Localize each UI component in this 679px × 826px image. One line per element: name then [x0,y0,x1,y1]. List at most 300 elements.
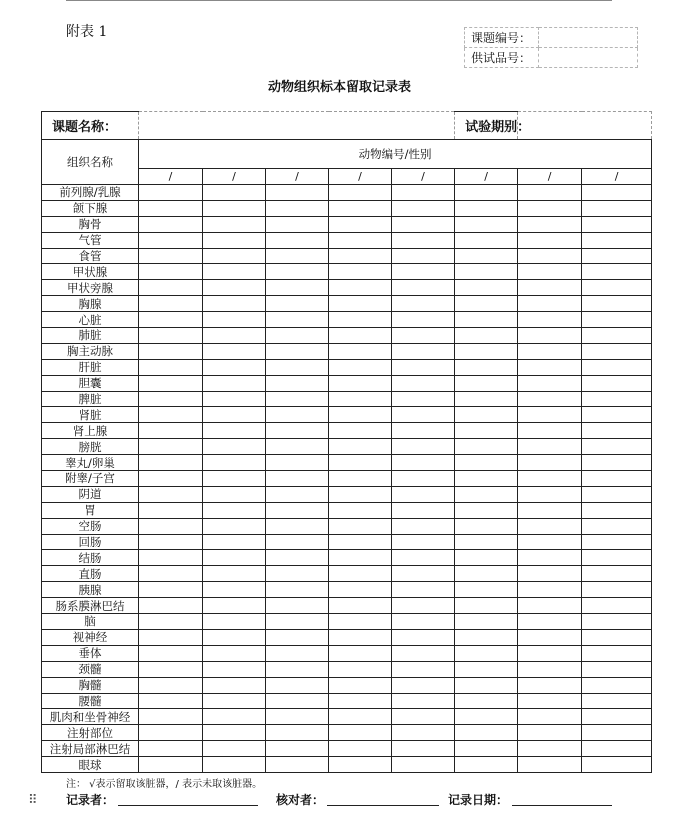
record-cell[interactable] [266,391,329,407]
record-cell[interactable] [455,391,518,407]
record-cell[interactable] [392,725,455,741]
record-cell[interactable] [518,455,582,471]
record-cell[interactable] [455,598,518,614]
record-cell[interactable] [266,216,329,232]
record-cell[interactable] [139,200,203,216]
record-cell[interactable] [203,741,266,757]
record-cell[interactable] [455,725,518,741]
record-cell[interactable] [329,471,392,487]
record-cell[interactable] [139,407,203,423]
record-cell[interactable] [582,407,652,423]
record-cell[interactable] [139,423,203,439]
record-cell[interactable] [329,264,392,280]
record-cell[interactable] [139,582,203,598]
record-cell[interactable] [582,725,652,741]
record-cell[interactable] [329,598,392,614]
record-cell[interactable] [392,582,455,598]
record-cell[interactable] [139,264,203,280]
record-cell[interactable] [266,661,329,677]
record-cell[interactable] [392,550,455,566]
record-cell[interactable] [455,614,518,630]
record-cell[interactable] [203,264,266,280]
test-period-field[interactable] [518,112,652,140]
record-cell[interactable] [518,709,582,725]
record-cell[interactable] [203,550,266,566]
record-cell[interactable] [582,709,652,725]
record-cell[interactable] [392,629,455,645]
record-cell[interactable] [518,486,582,502]
record-cell[interactable] [203,423,266,439]
record-cell[interactable] [203,645,266,661]
record-cell[interactable] [392,359,455,375]
record-cell[interactable] [582,439,652,455]
record-cell[interactable] [455,471,518,487]
record-cell[interactable] [139,741,203,757]
record-cell[interactable] [203,312,266,328]
record-cell[interactable] [518,232,582,248]
record-cell[interactable] [203,725,266,741]
record-cell[interactable] [518,661,582,677]
record-cell[interactable] [582,486,652,502]
record-cell[interactable] [582,598,652,614]
record-cell[interactable] [139,550,203,566]
record-cell[interactable] [139,693,203,709]
record-cell[interactable] [266,582,329,598]
animal-slot[interactable]: / [582,169,652,185]
record-cell[interactable] [518,598,582,614]
record-cell[interactable] [266,185,329,201]
record-cell[interactable] [455,486,518,502]
record-cell[interactable] [455,216,518,232]
record-cell[interactable] [392,216,455,232]
record-cell[interactable] [582,661,652,677]
record-cell[interactable] [139,614,203,630]
record-cell[interactable] [266,566,329,582]
record-cell[interactable] [455,264,518,280]
record-cell[interactable] [392,566,455,582]
record-cell[interactable] [266,200,329,216]
record-cell[interactable] [329,550,392,566]
record-cell[interactable] [455,375,518,391]
record-cell[interactable] [139,312,203,328]
record-cell[interactable] [329,248,392,264]
record-cell[interactable] [582,534,652,550]
record-cell[interactable] [329,614,392,630]
record-cell[interactable] [139,280,203,296]
record-cell[interactable] [266,598,329,614]
record-cell[interactable] [139,757,203,773]
record-cell[interactable] [582,328,652,344]
record-cell[interactable] [203,614,266,630]
record-cell[interactable] [582,677,652,693]
record-cell[interactable] [518,407,582,423]
record-cell[interactable] [329,629,392,645]
record-cell[interactable] [139,677,203,693]
record-cell[interactable] [203,486,266,502]
record-cell[interactable] [392,296,455,312]
record-cell[interactable] [329,693,392,709]
record-cell[interactable] [392,185,455,201]
record-cell[interactable] [582,693,652,709]
record-cell[interactable] [582,312,652,328]
record-cell[interactable] [455,343,518,359]
record-cell[interactable] [139,185,203,201]
record-cell[interactable] [582,296,652,312]
record-cell[interactable] [582,375,652,391]
record-cell[interactable] [455,280,518,296]
record-cell[interactable] [518,280,582,296]
record-cell[interactable] [139,661,203,677]
record-cell[interactable] [455,709,518,725]
record-cell[interactable] [329,502,392,518]
record-cell[interactable] [266,614,329,630]
record-cell[interactable] [582,248,652,264]
record-cell[interactable] [518,566,582,582]
record-cell[interactable] [266,725,329,741]
record-cell[interactable] [518,550,582,566]
record-cell[interactable] [518,200,582,216]
record-cell[interactable] [266,455,329,471]
record-cell[interactable] [518,534,582,550]
record-cell[interactable] [203,757,266,773]
record-cell[interactable] [329,757,392,773]
record-cell[interactable] [455,693,518,709]
record-cell[interactable] [266,375,329,391]
record-cell[interactable] [203,677,266,693]
record-cell[interactable] [139,328,203,344]
record-cell[interactable] [266,502,329,518]
record-cell[interactable] [582,471,652,487]
record-cell[interactable] [455,645,518,661]
record-cell[interactable] [266,296,329,312]
record-cell[interactable] [139,439,203,455]
record-cell[interactable] [455,232,518,248]
record-cell[interactable] [139,471,203,487]
record-cell[interactable] [329,566,392,582]
record-cell[interactable] [582,232,652,248]
record-cell[interactable] [582,550,652,566]
record-cell[interactable] [139,709,203,725]
record-cell[interactable] [329,486,392,502]
record-cell[interactable] [266,407,329,423]
record-cell[interactable] [455,566,518,582]
record-cell[interactable] [139,232,203,248]
record-cell[interactable] [455,200,518,216]
record-cell[interactable] [518,518,582,534]
record-cell[interactable] [518,614,582,630]
record-cell[interactable] [266,328,329,344]
record-cell[interactable] [455,582,518,598]
record-cell[interactable] [582,645,652,661]
record-cell[interactable] [455,741,518,757]
record-cell[interactable] [203,407,266,423]
record-cell[interactable] [266,741,329,757]
record-cell[interactable] [329,661,392,677]
animal-slot[interactable]: / [329,169,392,185]
record-cell[interactable] [266,423,329,439]
record-cell[interactable] [392,645,455,661]
record-cell[interactable] [582,757,652,773]
record-cell[interactable] [392,248,455,264]
record-cell[interactable] [203,359,266,375]
record-cell[interactable] [139,375,203,391]
record-cell[interactable] [266,709,329,725]
record-cell[interactable] [329,455,392,471]
record-cell[interactable] [392,677,455,693]
record-cell[interactable] [455,312,518,328]
record-cell[interactable] [139,216,203,232]
record-cell[interactable] [455,328,518,344]
record-cell[interactable] [392,598,455,614]
record-cell[interactable] [392,423,455,439]
record-cell[interactable] [203,232,266,248]
record-cell[interactable] [392,439,455,455]
record-cell[interactable] [392,407,455,423]
record-cell[interactable] [518,582,582,598]
record-cell[interactable] [266,343,329,359]
record-cell[interactable] [203,439,266,455]
record-cell[interactable] [329,328,392,344]
record-cell[interactable] [266,359,329,375]
record-cell[interactable] [455,629,518,645]
record-cell[interactable] [455,296,518,312]
record-cell[interactable] [392,343,455,359]
record-cell[interactable] [392,280,455,296]
record-cell[interactable] [518,677,582,693]
record-cell[interactable] [582,200,652,216]
recorder-line[interactable] [118,805,258,806]
animal-slot[interactable]: / [518,169,582,185]
record-cell[interactable] [518,359,582,375]
record-cell[interactable] [329,296,392,312]
record-cell[interactable] [139,296,203,312]
record-cell[interactable] [266,280,329,296]
record-cell[interactable] [455,502,518,518]
record-cell[interactable] [518,216,582,232]
record-cell[interactable] [582,264,652,280]
record-cell[interactable] [455,550,518,566]
record-cell[interactable] [518,693,582,709]
record-cell[interactable] [203,375,266,391]
record-cell[interactable] [266,693,329,709]
record-cell[interactable] [329,423,392,439]
record-cell[interactable] [329,709,392,725]
checker-line[interactable] [327,805,439,806]
record-cell[interactable] [518,471,582,487]
record-cell[interactable] [392,502,455,518]
record-cell[interactable] [518,502,582,518]
animal-slot[interactable]: / [266,169,329,185]
record-cell[interactable] [203,518,266,534]
record-cell[interactable] [455,407,518,423]
record-cell[interactable] [392,200,455,216]
record-cell[interactable] [582,391,652,407]
record-cell[interactable] [203,502,266,518]
record-cell[interactable] [329,518,392,534]
record-cell[interactable] [266,518,329,534]
record-cell[interactable] [455,185,518,201]
project-name-field[interactable] [139,112,455,140]
record-cell[interactable] [139,502,203,518]
record-cell[interactable] [139,629,203,645]
record-cell[interactable] [203,280,266,296]
record-cell[interactable] [518,185,582,201]
record-cell[interactable] [518,328,582,344]
record-cell[interactable] [139,566,203,582]
record-cell[interactable] [266,629,329,645]
record-cell[interactable] [139,359,203,375]
record-cell[interactable] [518,312,582,328]
record-cell[interactable] [392,375,455,391]
record-cell[interactable] [582,502,652,518]
record-cell[interactable] [203,471,266,487]
record-cell[interactable] [266,677,329,693]
record-cell[interactable] [329,407,392,423]
record-cell[interactable] [582,185,652,201]
record-cell[interactable] [203,455,266,471]
record-cell[interactable] [203,598,266,614]
record-cell[interactable] [518,391,582,407]
record-cell[interactable] [329,534,392,550]
record-cell[interactable] [518,741,582,757]
record-cell[interactable] [266,645,329,661]
record-cell[interactable] [329,645,392,661]
animal-slot[interactable]: / [392,169,455,185]
record-cell[interactable] [582,455,652,471]
record-cell[interactable] [329,200,392,216]
record-cell[interactable] [392,391,455,407]
record-cell[interactable] [203,534,266,550]
record-cell[interactable] [392,455,455,471]
record-cell[interactable] [203,391,266,407]
record-cell[interactable] [455,757,518,773]
record-cell[interactable] [455,534,518,550]
record-cell[interactable] [455,455,518,471]
record-cell[interactable] [392,328,455,344]
record-cell[interactable] [582,582,652,598]
record-cell[interactable] [329,677,392,693]
record-cell[interactable] [392,232,455,248]
record-cell[interactable] [266,757,329,773]
record-cell[interactable] [203,582,266,598]
record-cell[interactable] [266,439,329,455]
record-cell[interactable] [582,343,652,359]
record-cell[interactable] [582,614,652,630]
record-cell[interactable] [329,741,392,757]
record-cell[interactable] [203,566,266,582]
record-cell[interactable] [203,343,266,359]
record-cell[interactable] [392,741,455,757]
record-cell[interactable] [518,757,582,773]
animal-slot[interactable]: / [139,169,203,185]
record-cell[interactable] [518,439,582,455]
sample-code-field[interactable] [539,48,638,68]
record-cell[interactable] [203,296,266,312]
record-cell[interactable] [392,312,455,328]
record-cell[interactable] [582,629,652,645]
record-cell[interactable] [392,471,455,487]
record-date-line[interactable] [512,805,612,806]
record-cell[interactable] [392,614,455,630]
record-cell[interactable] [203,200,266,216]
record-cell[interactable] [203,216,266,232]
record-cell[interactable] [455,518,518,534]
record-cell[interactable] [329,582,392,598]
record-cell[interactable] [518,375,582,391]
drag-handle-icon[interactable]: ⠿ [28,793,37,808]
animal-slot[interactable]: / [203,169,266,185]
record-cell[interactable] [329,216,392,232]
record-cell[interactable] [139,725,203,741]
record-cell[interactable] [582,423,652,439]
record-cell[interactable] [329,375,392,391]
record-cell[interactable] [329,725,392,741]
record-cell[interactable] [518,264,582,280]
record-cell[interactable] [518,629,582,645]
record-cell[interactable] [266,550,329,566]
record-cell[interactable] [392,661,455,677]
record-cell[interactable] [518,343,582,359]
record-cell[interactable] [139,343,203,359]
record-cell[interactable] [392,518,455,534]
record-cell[interactable] [582,280,652,296]
record-cell[interactable] [266,264,329,280]
record-cell[interactable] [139,518,203,534]
record-cell[interactable] [392,534,455,550]
record-cell[interactable] [455,439,518,455]
record-cell[interactable] [392,709,455,725]
record-cell[interactable] [203,328,266,344]
record-cell[interactable] [518,645,582,661]
record-cell[interactable] [392,757,455,773]
record-cell[interactable] [582,216,652,232]
record-cell[interactable] [139,534,203,550]
record-cell[interactable] [455,677,518,693]
record-cell[interactable] [266,312,329,328]
record-cell[interactable] [582,359,652,375]
record-cell[interactable] [582,518,652,534]
record-cell[interactable] [329,312,392,328]
record-cell[interactable] [203,661,266,677]
record-cell[interactable] [203,709,266,725]
record-cell[interactable] [518,423,582,439]
record-cell[interactable] [392,693,455,709]
record-cell[interactable] [582,566,652,582]
record-cell[interactable] [518,725,582,741]
record-cell[interactable] [392,486,455,502]
animal-slot[interactable]: / [455,169,518,185]
record-cell[interactable] [266,486,329,502]
record-cell[interactable] [139,248,203,264]
record-cell[interactable] [329,439,392,455]
record-cell[interactable] [329,359,392,375]
record-cell[interactable] [329,391,392,407]
record-cell[interactable] [329,343,392,359]
record-cell[interactable] [203,248,266,264]
record-cell[interactable] [203,693,266,709]
record-cell[interactable] [582,741,652,757]
project-code-field[interactable] [539,28,638,48]
record-cell[interactable] [266,248,329,264]
record-cell[interactable] [329,185,392,201]
record-cell[interactable] [139,455,203,471]
record-cell[interactable] [455,661,518,677]
record-cell[interactable] [266,471,329,487]
record-cell[interactable] [139,391,203,407]
record-cell[interactable] [266,232,329,248]
record-cell[interactable] [139,486,203,502]
record-cell[interactable] [139,645,203,661]
